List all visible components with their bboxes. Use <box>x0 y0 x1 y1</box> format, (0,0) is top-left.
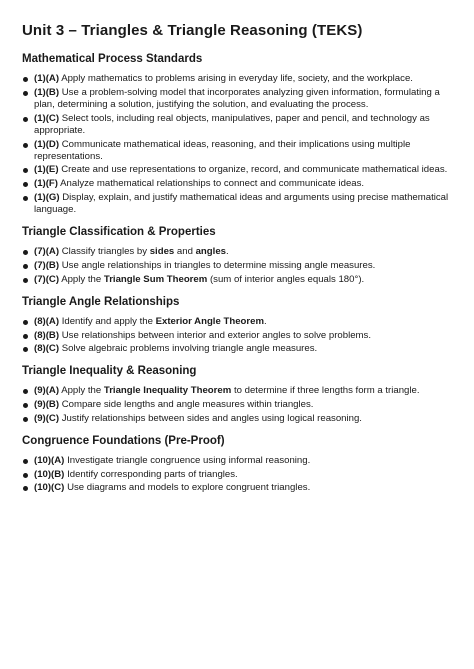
standard-code: (1)(G) <box>34 191 60 203</box>
bullet-icon <box>23 320 28 325</box>
standard-code: (7)(C) <box>34 273 60 285</box>
standards-list <box>22 385 452 425</box>
standard-text: (sum of interior angles equals 180°). <box>207 273 365 285</box>
section <box>22 296 452 356</box>
bullet-icon <box>23 334 28 339</box>
list-item <box>22 178 452 190</box>
standard-text: Identify corresponding parts of triangles. <box>67 468 238 480</box>
emphasis-text: Triangle Sum Theorem <box>103 273 208 285</box>
standard-code: (8)(A) <box>34 315 60 327</box>
list-item <box>22 73 452 85</box>
standard-code: (7)(A) <box>34 246 60 258</box>
bullet-icon <box>23 389 28 394</box>
standard-text: Use relationships between interior and exterior angles to solve problems. <box>61 329 372 341</box>
standard-code: (9)(B) <box>34 399 60 411</box>
standard-text: Select tools, including real objects, manipulatives, paper and pencil, and technology as appropriate. <box>34 112 430 136</box>
list-item <box>22 113 452 137</box>
list-item <box>22 87 452 111</box>
bullet-icon <box>23 91 28 96</box>
standard-code: (9)(C) <box>34 412 60 424</box>
list-item <box>22 330 452 342</box>
emphasis-text: sides <box>149 246 175 258</box>
standard-code: (1)(A) <box>34 73 60 84</box>
standard-text: Analyze mathematical relationships to connect and communicate ideas. <box>60 178 365 190</box>
standard-code: (1)(F) <box>34 178 58 190</box>
standard-text: Classify triangles by <box>61 246 150 258</box>
standard-text: Display, explain, and justify mathematical ideas and arguments using precise mathematical language. <box>34 191 449 216</box>
standard-code: (7)(B) <box>34 259 60 271</box>
standard-text: and <box>174 246 196 258</box>
standard-code: (10)(A) <box>34 455 65 467</box>
standard-text: Communicate mathematical ideas, reasoning, and their implications using multiple representations. <box>34 138 411 162</box>
bullet-icon <box>23 117 28 122</box>
bullet-icon <box>23 417 28 422</box>
section-heading: Mathematical Process Standards <box>22 53 203 65</box>
bullet-icon <box>23 473 28 478</box>
emphasis-text: Exterior Angle Theorem <box>155 315 264 327</box>
bullet-icon <box>23 168 28 173</box>
standard-code: (1)(D) <box>34 138 60 150</box>
bullet-icon <box>23 77 28 82</box>
section-heading: Triangle Classification & Properties <box>22 226 216 239</box>
standard-text: Solve algebraic problems involving triangle angle measures. <box>61 343 318 355</box>
standard-text: Use a problem-solving model that incorporates analyzing given information, formulating a plan, determining a solution, justifying the solution, and evaluating the process. <box>34 86 440 110</box>
standard-code: (1)(E) <box>34 164 59 176</box>
list-item <box>22 274 452 286</box>
standard-text: . <box>264 315 267 327</box>
emphasis-text: angles <box>195 246 226 258</box>
section <box>22 226 452 286</box>
section <box>22 53 452 216</box>
standard-text: Apply the <box>61 273 104 285</box>
section <box>22 365 452 425</box>
standard-text: Use diagrams and models to explore congruent triangles. <box>67 482 311 494</box>
standards-list <box>22 73 452 216</box>
list-item <box>22 260 452 272</box>
standard-text: Identify and apply the <box>61 315 156 327</box>
standard-text: Apply mathematics to problems arising in everyday life, society, and the workplace. <box>61 73 413 84</box>
list-item <box>22 385 452 397</box>
bullet-icon <box>23 347 28 352</box>
list-item <box>22 192 452 216</box>
standard-code: (10)(B) <box>34 468 65 480</box>
standard-text: Create and use representations to organize, record, and communicate mathematical ideas. <box>61 164 448 176</box>
list-item <box>22 469 452 481</box>
standard-code: (8)(C) <box>34 343 60 355</box>
section-heading: Congruence Foundations (Pre-Proof) <box>22 435 225 448</box>
standard-code: (1)(C) <box>34 112 60 124</box>
bullet-icon <box>23 278 28 283</box>
bullet-icon <box>23 459 28 464</box>
bullet-icon <box>23 143 28 148</box>
bullet-icon <box>23 250 28 255</box>
standard-text: Compare side lengths and angle measures within triangles. <box>61 399 314 411</box>
bullet-icon <box>23 196 28 201</box>
list-item <box>22 482 452 494</box>
list-item <box>22 455 452 467</box>
sections-container <box>22 53 452 495</box>
standard-code: (9)(A) <box>34 385 60 397</box>
list-item <box>22 399 452 411</box>
bullet-icon <box>23 486 28 491</box>
list-item <box>22 139 452 163</box>
list-item <box>22 343 452 355</box>
standard-text: Justify relationships between sides and angles using logical reasoning. <box>61 412 362 424</box>
standard-text: Investigate triangle congruence using informal reasoning. <box>67 455 311 467</box>
list-item <box>22 316 452 328</box>
standard-text: to determine if three lengths form a triangle. <box>231 385 420 397</box>
section <box>22 435 452 495</box>
standard-code: (8)(B) <box>34 329 60 341</box>
standards-list <box>22 246 452 286</box>
list-item <box>22 246 452 258</box>
standard-code: (1)(B) <box>34 86 60 98</box>
section-heading: Triangle Angle Relationships <box>22 295 180 308</box>
standard-text: Apply the <box>61 385 104 397</box>
standard-text: Use angle relationships in triangles to determine missing angle measures. <box>61 259 376 271</box>
bullet-icon <box>23 182 28 187</box>
bullet-icon <box>23 403 28 408</box>
list-item <box>22 413 452 425</box>
emphasis-text: Triangle Inequality Theorem <box>103 385 232 397</box>
standards-list <box>22 316 452 356</box>
list-item <box>22 164 452 176</box>
standard-text: . <box>226 246 229 258</box>
section-heading: Triangle Inequality & Reasoning <box>22 365 197 378</box>
page-title: Unit 3 – Triangles & Triangle Reasoning (TEKS) <box>22 22 363 39</box>
bullet-icon <box>23 264 28 269</box>
standards-list <box>22 455 452 495</box>
standard-code: (10)(C) <box>34 482 65 494</box>
